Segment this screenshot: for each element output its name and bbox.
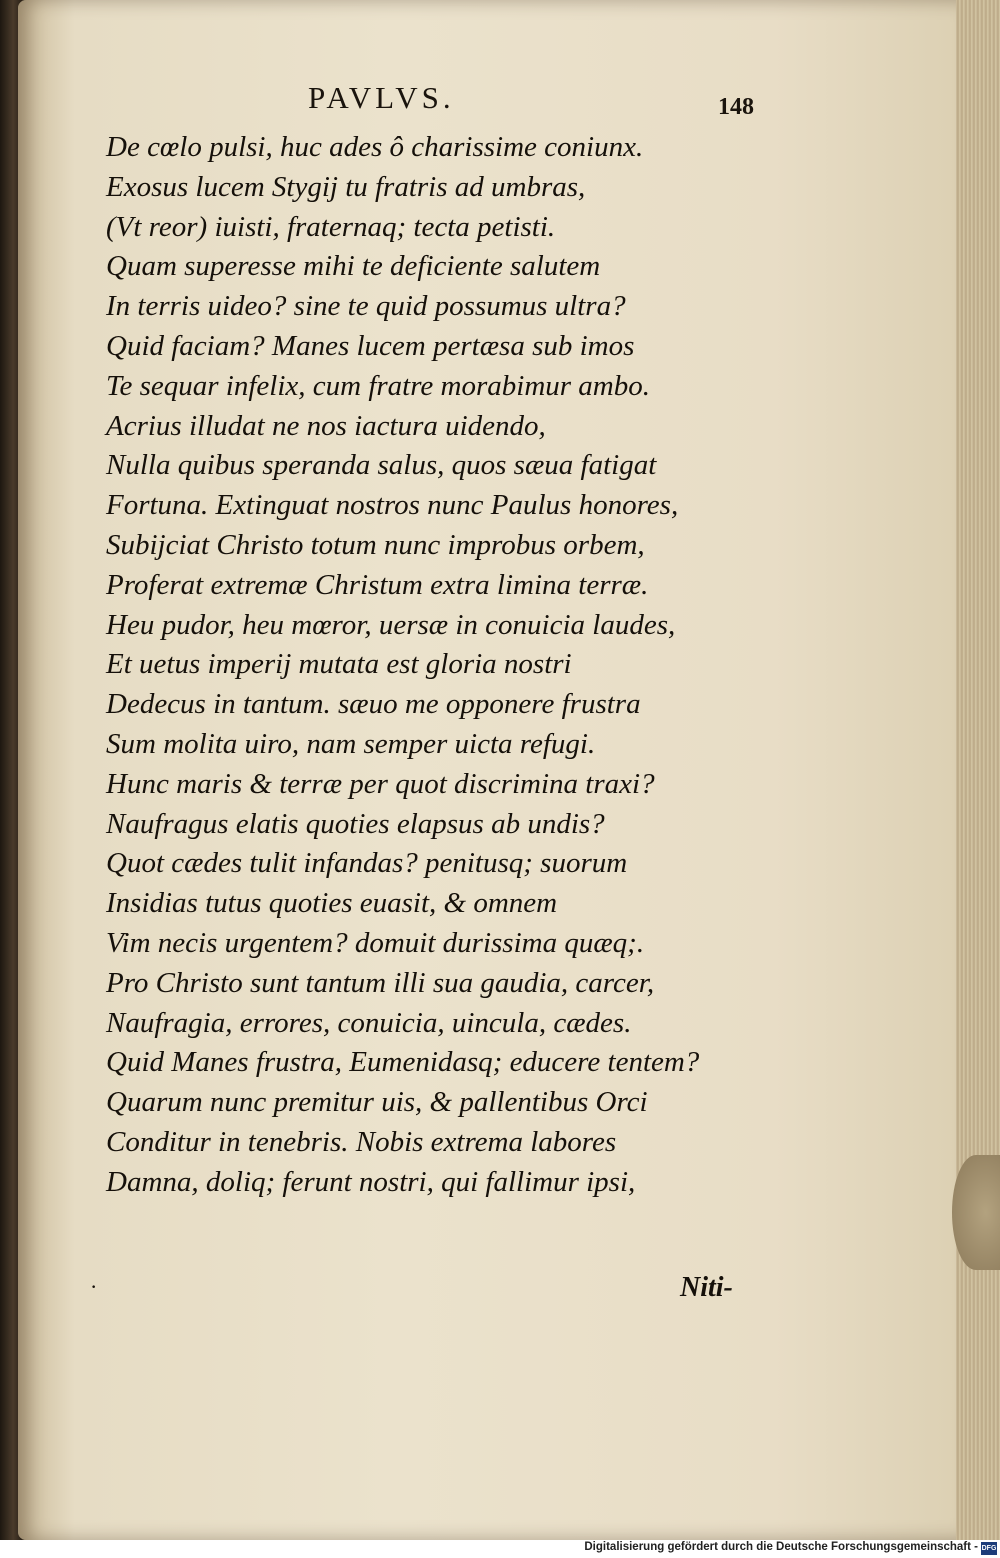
verse-line: Quot cædes tulit infandas? penitusq; suorum bbox=[106, 847, 628, 880]
verse-line: Acrius illudat ne nos iactura uidendo, bbox=[106, 409, 546, 442]
book-clasp bbox=[952, 1155, 1000, 1270]
verse-lines bbox=[106, 128, 806, 1203]
verse-line: Et uetus imperij mutata est gloria nostri bbox=[106, 648, 572, 681]
verse-line: Hunc maris & terræ per quot discrimina traxi? bbox=[106, 767, 655, 800]
verse-line: Naufragia, errores, conuicia, uincula, cædes. bbox=[106, 1006, 632, 1039]
dfg-logo-icon: DFG bbox=[981, 1542, 997, 1555]
verse-line: Damna, doliq; ferunt nostri, qui fallimur ipsi, bbox=[106, 1165, 636, 1198]
book-page bbox=[18, 0, 962, 1540]
verse-line: Conditur in tenebris. Nobis extrema labores bbox=[106, 1125, 617, 1158]
verse-line: Nulla quibus speranda salus, quos sæua fatigat bbox=[106, 449, 657, 482]
verse-line: Quid Manes frustra, Eumenidasq; educere tentem? bbox=[106, 1046, 700, 1079]
verse-line: Fortuna. Extinguat nostros nunc Paulus honores, bbox=[106, 489, 679, 522]
verse-line: Quam superesse mihi te deficiente salutem bbox=[106, 250, 601, 283]
verse-line: Exosus lucem Stygij tu fratris ad umbras, bbox=[106, 170, 586, 203]
page-number: 148 bbox=[718, 94, 754, 120]
verse-line: Proferat extremæ Christum extra limina terræ. bbox=[106, 568, 649, 601]
running-title: PAVLVS. bbox=[308, 80, 455, 115]
verse-line: De cœlo pulsi, huc ades ô charissime coniunx. bbox=[106, 131, 644, 163]
catchword: Niti- bbox=[680, 1272, 733, 1303]
verse-line: In terris uideo? sine te quid possumus ultra? bbox=[106, 290, 626, 323]
verse-line: Heu pudor, heu mœror, uersæ in conuicia laudes, bbox=[106, 608, 676, 641]
verse-line: Subijciat Christo totum nunc improbus orbem, bbox=[106, 528, 645, 561]
verse-line: Te sequar infelix, cum fratre morabimur ambo. bbox=[106, 369, 651, 402]
verse-line: Vim necis urgentem? domuit durissima quæq;. bbox=[106, 926, 645, 959]
verse-line: Naufragus elatis quoties elapsus ab undis? bbox=[106, 807, 605, 840]
verse-line: (Vt reor) iuisti, fraternaq; tecta petisti. bbox=[106, 210, 556, 243]
verse-line: Sum molita uiro, nam semper uicta refugi. bbox=[106, 727, 596, 760]
digitization-footer bbox=[0, 1540, 1000, 1558]
verse-line: Pro Christo sunt tantum illi sua gaudia, carcer, bbox=[106, 966, 655, 999]
verse-line: Quid faciam? Manes lucem pertæsa sub imos bbox=[106, 329, 635, 362]
page-stack-edge bbox=[956, 0, 1000, 1540]
stray-mark: · bbox=[90, 1274, 98, 1299]
verse-line: Quarum nunc premitur uis, & pallentibus Orci bbox=[106, 1086, 648, 1119]
verse-line: Dedecus in tantum. sæuo me opponere frustra bbox=[106, 688, 641, 721]
page-header bbox=[18, 76, 962, 120]
footer-credit: Digitalisierung gefördert durch die Deutsche Forschungsgemeinschaft - bbox=[584, 1541, 978, 1553]
verse-line: Insidias tutus quoties euasit, & omnem bbox=[106, 887, 558, 920]
